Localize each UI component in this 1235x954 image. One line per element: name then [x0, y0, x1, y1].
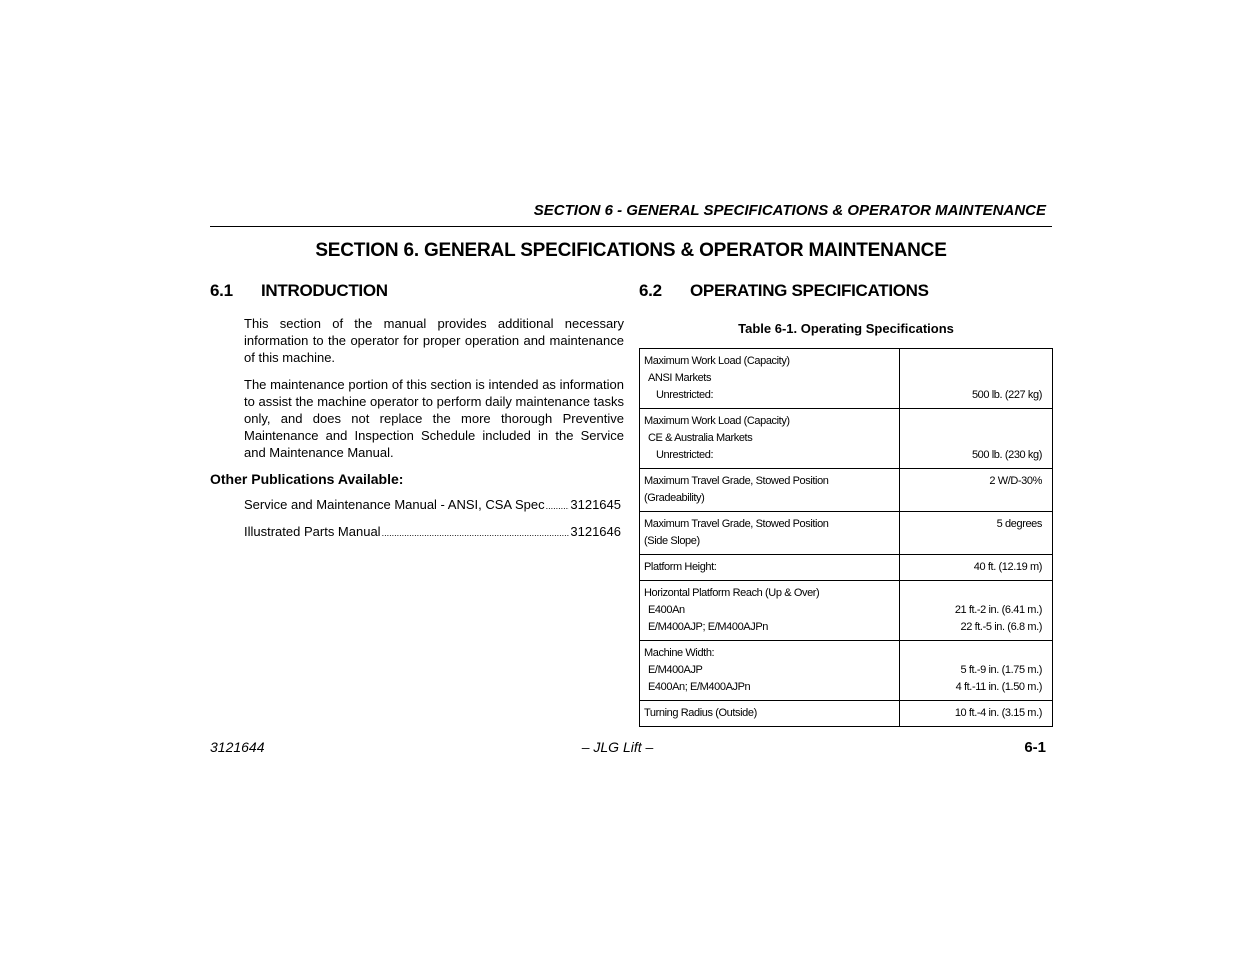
table-caption: Table 6-1. Operating Specifications: [738, 321, 954, 336]
operating-heading-number: 6.2: [639, 281, 662, 300]
table-row: [640, 349, 1053, 409]
operating-specifications-table: [639, 348, 1053, 727]
publication-item: [244, 524, 621, 539]
spec-label-line: Maximum Work Load (Capacity): [644, 415, 790, 427]
spec-label-line: Horizontal Platform Reach (Up & Over): [644, 587, 820, 599]
table-row: [640, 701, 1053, 727]
intro-heading-text: INTRODUCTION: [261, 281, 388, 300]
spec-label: Turning Radius (Outside): [640, 701, 900, 727]
spec-label-line: Unrestricted:: [656, 449, 714, 461]
header-rule: [210, 226, 1052, 227]
leader-dots: [382, 524, 570, 539]
table-row: [640, 512, 1053, 555]
publication-title: Illustrated Parts Manual: [244, 524, 381, 539]
spec-value: [900, 409, 1053, 469]
footer-doc-number: 3121644: [210, 739, 265, 755]
footer-brand: – JLG Lift –: [581, 739, 654, 755]
spec-label-line: Machine Width:: [644, 647, 715, 659]
spec-value: [900, 641, 1053, 701]
spec-value: 5 degrees: [900, 512, 1053, 555]
spec-label-line: (Side Slope): [644, 535, 700, 547]
table-row: [640, 581, 1053, 641]
publication-number: 3121645: [570, 497, 621, 512]
publication-title: Service and Maintenance Manual - ANSI, CSA Spec: [244, 497, 545, 512]
publication-number: 3121646: [570, 524, 621, 539]
spec-label-line: Unrestricted:: [656, 389, 714, 401]
spec-value-line: 21 ft.-2 in. (6.41 m.): [954, 604, 1042, 616]
spec-label: [640, 512, 900, 555]
footer-page-number: 6-1: [1024, 739, 1046, 756]
spec-label-line: E/M400AJP: [648, 664, 703, 676]
spec-label: [640, 409, 900, 469]
table-row: [640, 409, 1053, 469]
spec-label-line: Maximum Travel Grade, Stowed Position: [644, 475, 829, 487]
spec-label: [640, 641, 900, 701]
spec-value: 2 W/D-30%: [900, 469, 1053, 512]
spec-value: [900, 581, 1053, 641]
spec-value: 40 ft. (12.19 m): [900, 555, 1053, 581]
spec-label-line: E400An: [648, 604, 685, 616]
spec-label-line: (Gradeability): [644, 492, 705, 504]
operating-heading-text: OPERATING SPECIFICATIONS: [690, 281, 929, 300]
operating-heading: [639, 281, 929, 301]
intro-heading-number: 6.1: [210, 281, 233, 300]
spec-value-line: 22 ft.-5 in. (6.8 m.): [960, 621, 1042, 633]
intro-paragraph-1: This section of the manual provides additional necessary information to the operator for proper operation and maintenance of this machine.: [244, 316, 624, 365]
table-row: [640, 469, 1053, 512]
spec-label-line: CE & Australia Markets: [648, 432, 753, 444]
spec-value-line: 5 ft.-9 in. (1.75 m.): [960, 664, 1042, 676]
spec-label: [640, 581, 900, 641]
spec-value: [900, 349, 1053, 409]
running-header: SECTION 6 - GENERAL SPECIFICATIONS & OPERATOR MAINTENANCE: [533, 202, 1046, 219]
spec-label-line: Maximum Work Load (Capacity): [644, 355, 790, 367]
section-title: SECTION 6. GENERAL SPECIFICATIONS & OPERATOR MAINTENANCE: [315, 240, 947, 261]
spec-value-line: 500 lb. (230 kg): [971, 449, 1042, 461]
spec-label: Platform Height:: [640, 555, 900, 581]
spec-value-line: 500 lb. (227 kg): [971, 389, 1042, 401]
spec-value: 10 ft.-4 in. (3.15 m.): [900, 701, 1053, 727]
table-row: [640, 641, 1053, 701]
spec-label-line: E/M400AJP; E/M400AJPn: [648, 621, 768, 633]
spec-label-line: E400An; E/M400AJPn: [648, 681, 751, 693]
other-publications-heading: Other Publications Available:: [210, 471, 404, 487]
table-row: [640, 555, 1053, 581]
spec-label: [640, 469, 900, 512]
spec-label-line: Maximum Travel Grade, Stowed Position: [644, 518, 829, 530]
spec-label-line: ANSI Markets: [648, 372, 712, 384]
leader-dots: [546, 497, 570, 512]
spec-value-line: 4 ft.-11 in. (1.50 m.): [955, 681, 1042, 693]
spec-label: [640, 349, 900, 409]
publication-item: [244, 497, 621, 512]
intro-paragraph-2: The maintenance portion of this section is intended as information to assist the machine operator to perform daily maintenance tasks only, and does not replace the more thorough Preventive Maintenance and Inspection Schedule included in the Service and Maintenance Manual.: [244, 377, 624, 460]
intro-heading: [210, 281, 388, 301]
